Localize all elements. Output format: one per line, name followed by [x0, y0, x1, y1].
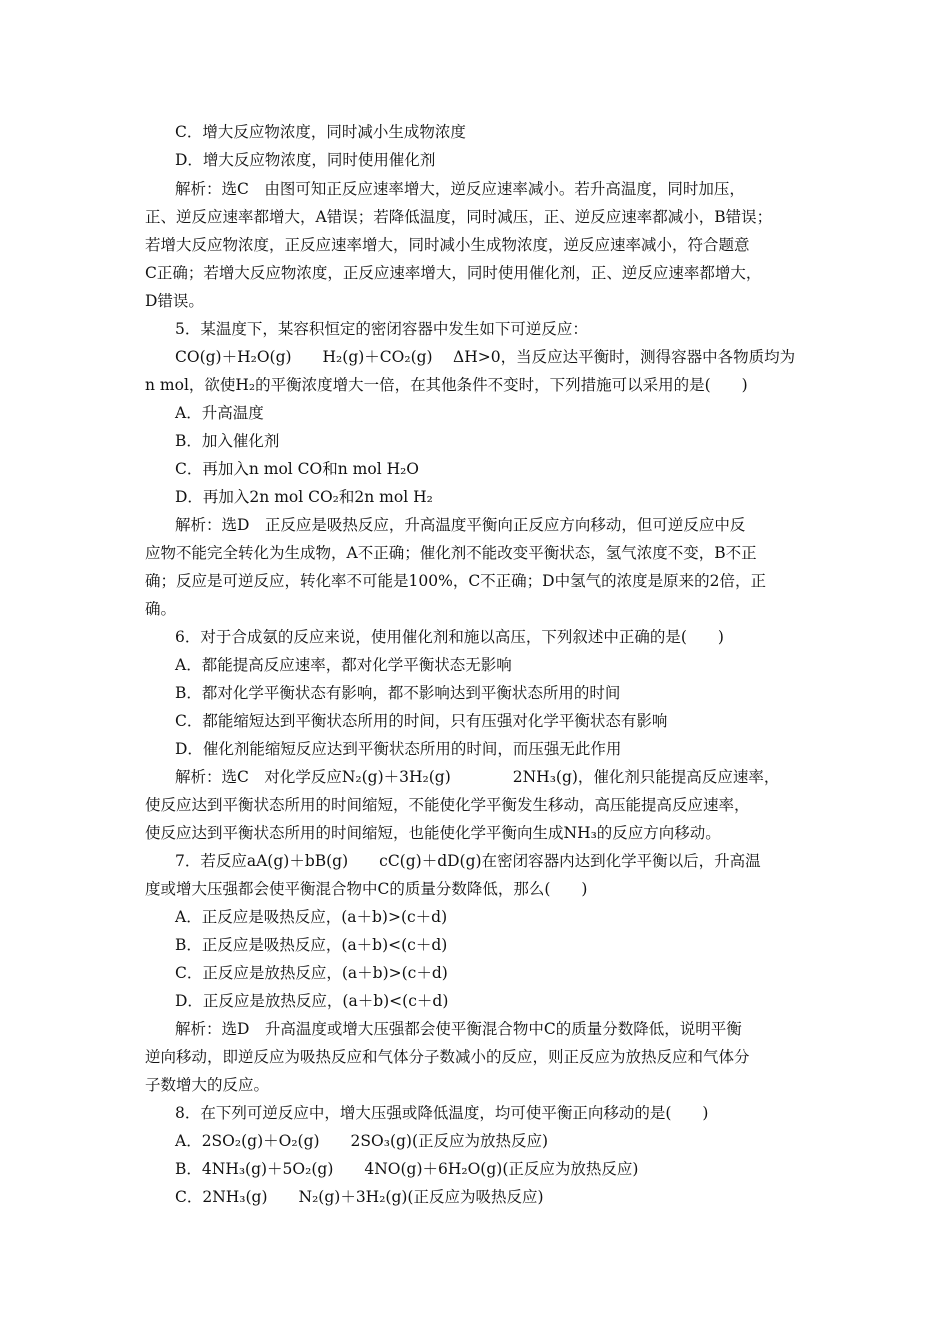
- explanation-q6-line1: 解析：选C 对化学反应N₂(g)＋3H₂(g) 2NH₃(g)，催化剂只能提高反应速率，: [175, 768, 780, 786]
- option-a-q7: A．正反应是吸热反应，(a＋b)>(c＋d): [175, 908, 448, 926]
- option-c-q6: C．都能缩短达到平衡状态所用的时间，只有压强对化学平衡状态有影响: [175, 712, 668, 730]
- option-d-q5: D．再加入2n mol CO₂和2n mol H₂: [175, 488, 433, 506]
- explanation-q7-line2: 逆向移动，即逆反应为吸热反应和气体分子数减小的反应，则正反应为放热反应和气体分: [145, 1048, 750, 1066]
- explanation-q4-line2: 正、逆反应速率都增大，A错误；若降低温度，同时减压，正、逆反应速率都减小，B错误；: [145, 208, 773, 226]
- explanation-q4-line3: 若增大反应物浓度，正反应速率增大，同时减小生成物浓度，逆反应速率减小，符合题意: [145, 236, 750, 254]
- option-b-q8: B．4NH₃(g)＋5O₂(g) 4NO(g)＋6H₂O(g)(正反应为放热反应): [175, 1160, 639, 1178]
- explanation-q5-line1: 解析：选D 正反应是吸热反应，升高温度平衡向正反应方向移动，但可逆反应中反: [175, 516, 746, 534]
- option-d-q6: D．催化剂能缩短反应达到平衡状态所用的时间，而压强无此作用: [175, 740, 622, 758]
- explanation-q6-line3: 使反应达到平衡状态所用的时间缩短，也能使化学平衡向生成NH₃的反应方向移动。: [145, 824, 721, 842]
- option-b-q7: B．正反应是吸热反应，(a＋b)<(c＋d): [175, 936, 448, 954]
- question-7-stem: 7．若反应aA(g)＋bB(g) cC(g)＋dD(g)在密闭容器内达到化学平衡以后，升高温: [175, 852, 761, 870]
- option-c-q8: C．2NH₃(g) N₂(g)＋3H₂(g)(正反应为吸热反应): [175, 1188, 544, 1206]
- option-d-q7: D．正反应是放热反应，(a＋b)<(c＋d): [175, 992, 449, 1010]
- explanation-q5-line4: 确。: [145, 600, 177, 618]
- option-b-q5: B．加入催化剂: [175, 432, 280, 450]
- option-d-q4: D．增大反应物浓度，同时使用催化剂: [175, 151, 436, 169]
- option-c-q5: C．再加入n mol CO和n mol H₂O: [175, 460, 420, 478]
- question-8-stem: 8．在下列可逆反应中，增大压强或降低温度，均可使平衡正向移动的是( ): [175, 1104, 709, 1122]
- explanation-q7-line3: 子数增大的反应。: [145, 1076, 270, 1094]
- option-a-q8: A．2SO₂(g)＋O₂(g) 2SO₃(g)(正反应为放热反应): [175, 1132, 549, 1150]
- explanation-q7-line1: 解析：选D 升高温度或增大压强都会使平衡混合物中C的质量分数降低，说明平衡: [175, 1020, 742, 1038]
- explanation-q4-line4: C正确；若增大反应物浓度，正反应速率增大，同时使用催化剂，正、逆反应速率都增大，: [145, 264, 762, 282]
- question-6-stem: 6．对于合成氨的反应来说，使用催化剂和施以高压，下列叙述中正确的是( ): [175, 628, 724, 646]
- question-5-stem-cont: n mol，欲使H₂的平衡浓度增大一倍，在其他条件不变时，下列措施可以采用的是( ): [145, 376, 748, 394]
- explanation-q5-line3: 确；反应是可逆反应，转化率不可能是100%，C不正确；D中氢气的浓度是原来的2倍，正: [145, 572, 766, 590]
- option-c-q7: C．正反应是放热反应，(a＋b)>(c＋d): [175, 964, 448, 982]
- option-a-q5: A．升高温度: [175, 404, 264, 422]
- option-c-q4: C．增大反应物浓度，同时减小生成物浓度: [175, 123, 466, 141]
- question-5-stem: 5．某温度下，某容积恒定的密闭容器中发生如下可逆反应：: [175, 320, 588, 338]
- option-a-q6: A．都能提高反应速率，都对化学平衡状态无影响: [175, 656, 512, 674]
- explanation-q4-line5: D错误。: [145, 292, 204, 310]
- question-7-stem-cont: 度或增大压强都会使平衡混合物中C的质量分数降低，那么( ): [145, 880, 588, 898]
- explanation-q4-line1: 解析：选C 由图可知正反应速率增大，逆反应速率减小。若升高温度，同时加压，: [175, 180, 745, 198]
- question-5-equation: CO(g)＋H₂O(g) H₂(g)＋CO₂(g) ΔH>0，当反应达平衡时，测得容器中各物质均为: [175, 348, 796, 366]
- option-b-q6: B．都对化学平衡状态有影响，都不影响达到平衡状态所用的时间: [175, 684, 621, 702]
- explanation-q5-line2: 应物不能完全转化为生成物，A不正确；催化剂不能改变平衡状态，氢气浓度不变，B不正: [145, 544, 757, 562]
- explanation-q6-line2: 使反应达到平衡状态所用的时间缩短，不能使化学平衡发生移动，高压能提高反应速率，: [145, 796, 750, 814]
